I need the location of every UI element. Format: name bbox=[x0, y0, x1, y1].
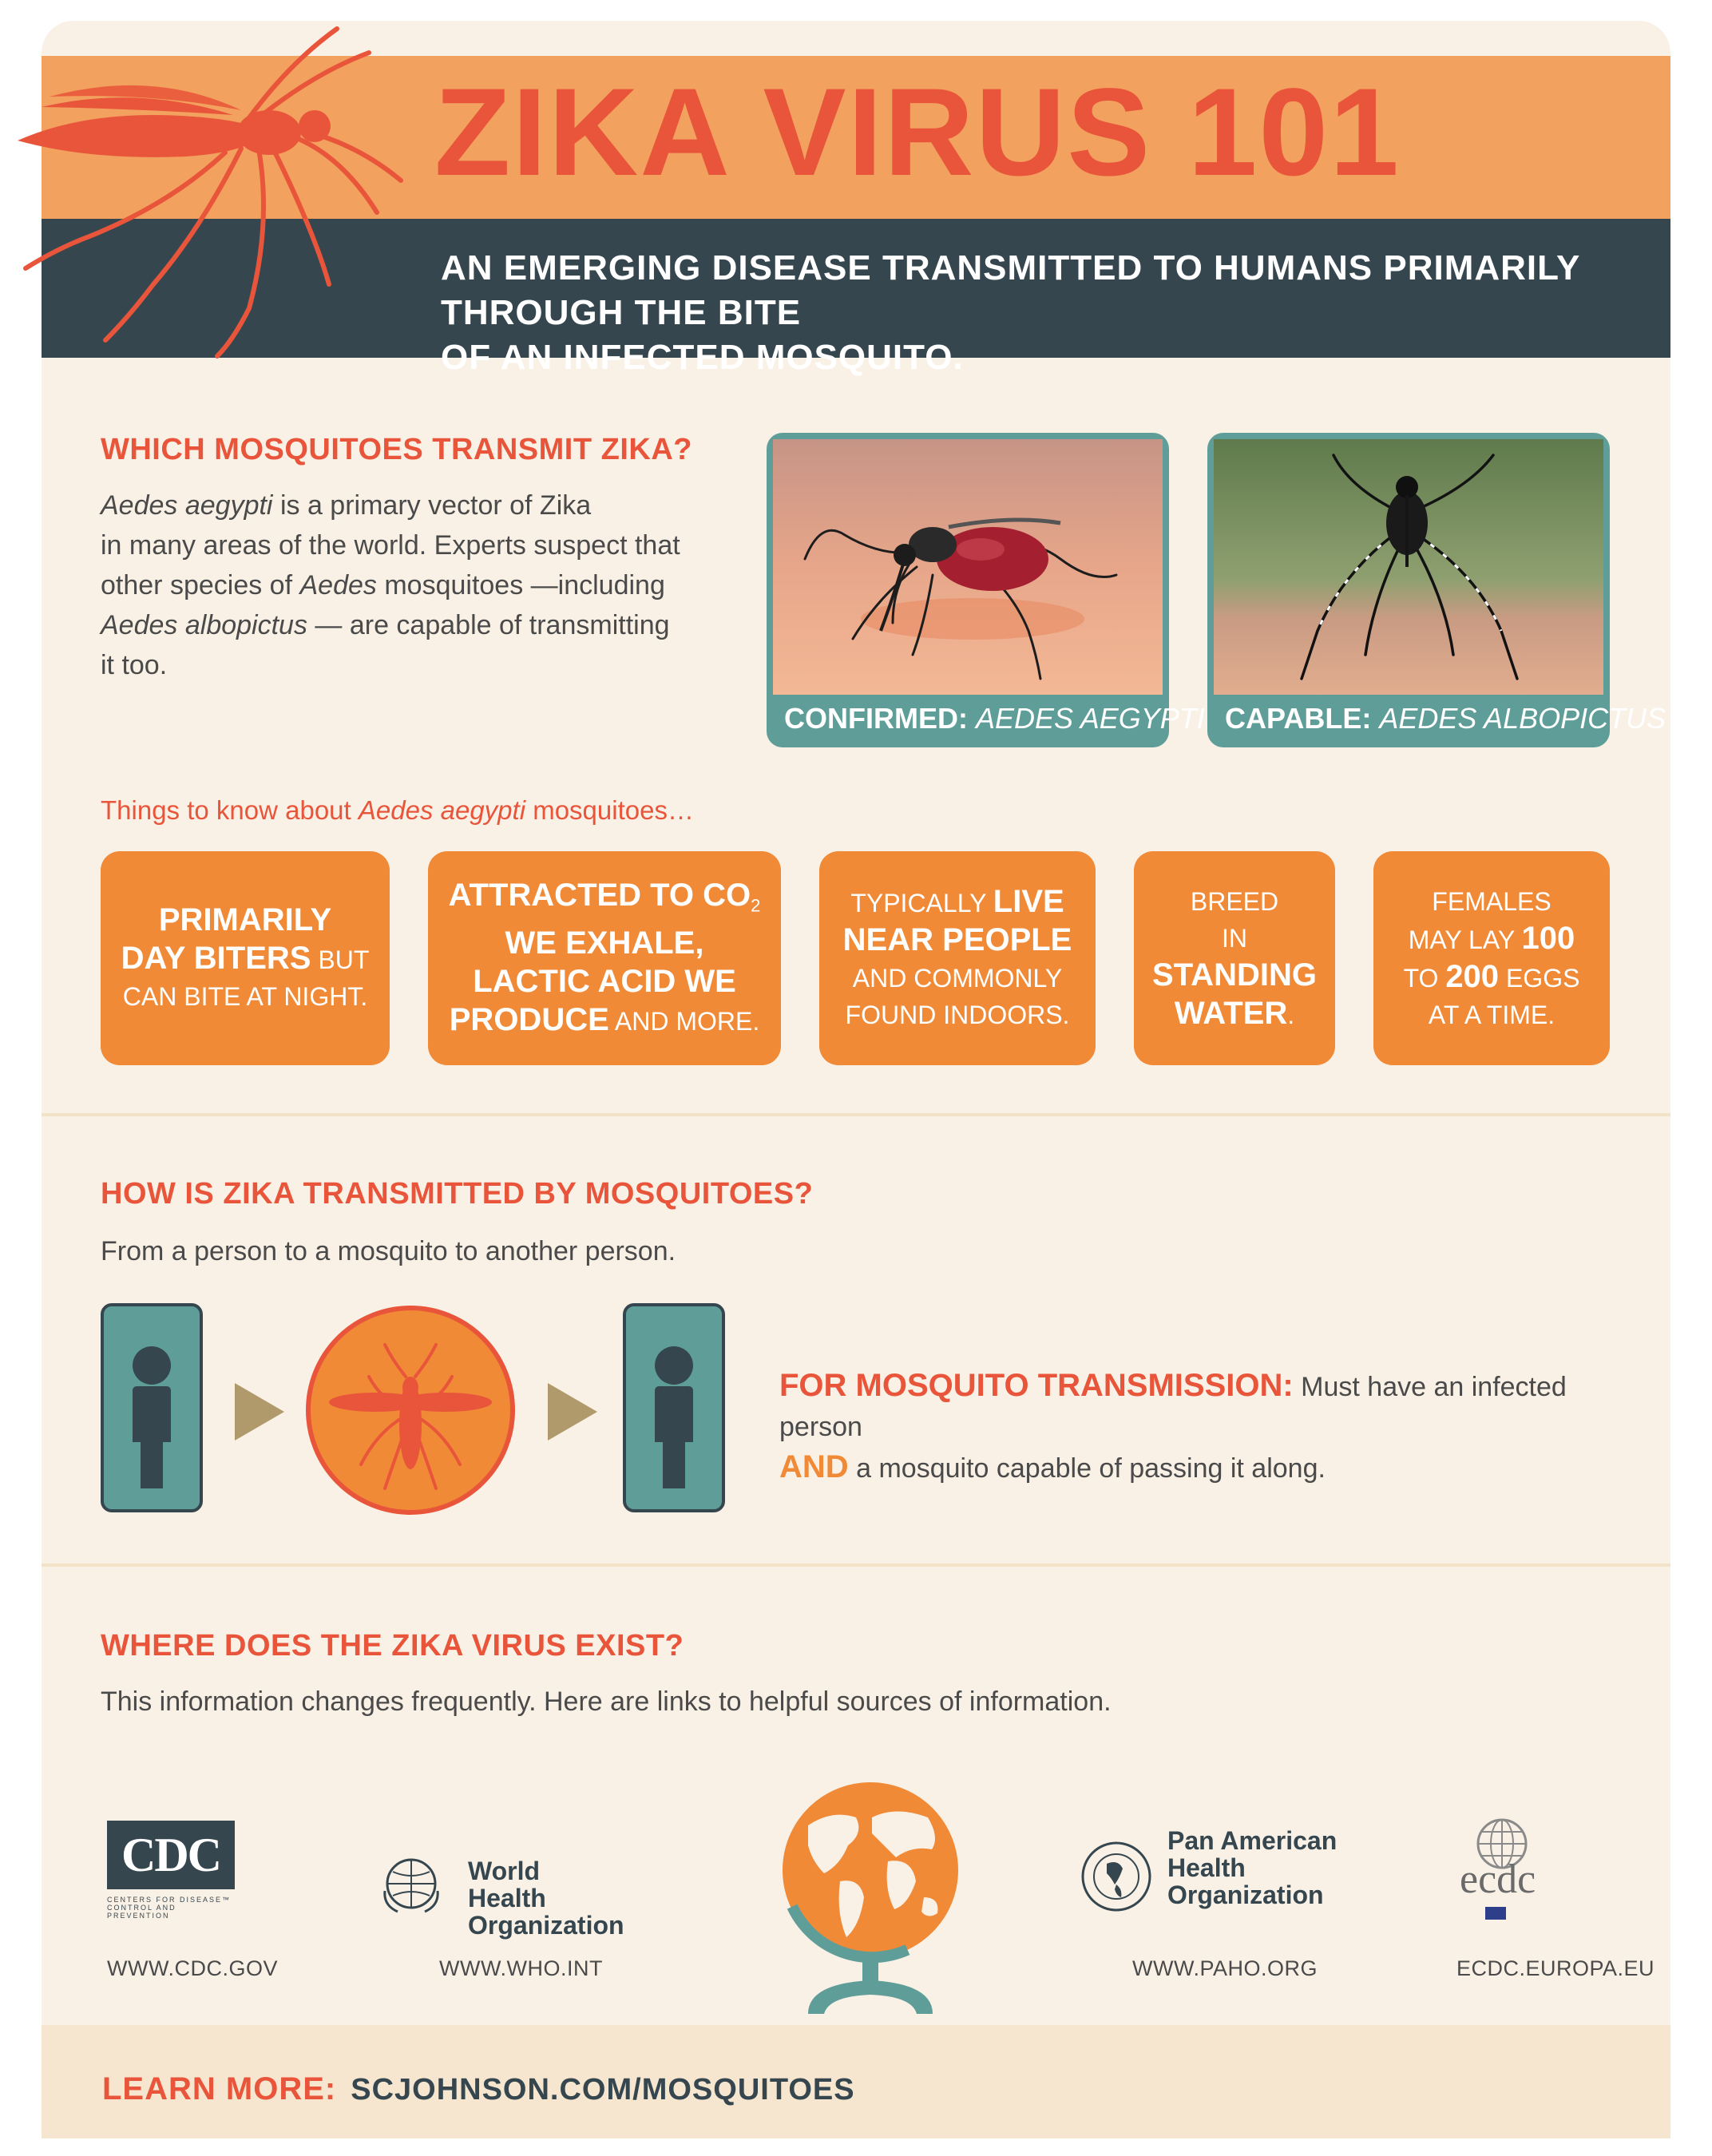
fact-text-bold: WE EXHALE, bbox=[505, 925, 704, 961]
fact-text-bold: ATTRACTED TO CO bbox=[448, 878, 751, 914]
fact-text: BREED bbox=[1190, 887, 1279, 916]
who-name-line: Organization bbox=[468, 1911, 624, 1940]
fact-text: FEMALES bbox=[1432, 887, 1552, 916]
text-span: other species of bbox=[101, 570, 300, 600]
arrow-right-icon bbox=[548, 1383, 597, 1441]
link-paho[interactable]: WWW.PAHO.ORG bbox=[1132, 1956, 1318, 1980]
mosquito-silhouette-icon bbox=[0, 21, 409, 356]
paho-emblem-icon bbox=[1080, 1840, 1153, 1913]
learn-more bbox=[102, 2071, 855, 2107]
fact-text-bold: LACTIC ACID WE bbox=[473, 963, 736, 999]
cdc-logo-subtext: CONTROL AND PREVENTION bbox=[107, 1904, 176, 1920]
section1-paragraph bbox=[101, 485, 739, 685]
species-name: Aedes aegypti bbox=[101, 490, 273, 521]
fact-box-standing-water bbox=[1134, 851, 1335, 1065]
highlight-label: FOR MOSQUITO TRANSMISSION: bbox=[779, 1368, 1294, 1403]
fact-text: FOUND INDOORS. bbox=[845, 1001, 1070, 1029]
fact-text: AT A TIME. bbox=[1428, 1001, 1555, 1029]
genus-name: Aedes bbox=[299, 570, 377, 600]
cdc-logo[interactable] bbox=[107, 1821, 235, 1920]
photo-card-aedes-aegypti bbox=[767, 433, 1205, 747]
section3-text: This information changes frequently. Here are links to helpful sources of information. bbox=[101, 1686, 1112, 1717]
text-span: Things to know about bbox=[101, 795, 359, 825]
fact-text: BUT bbox=[311, 945, 370, 974]
photo-card-aedes-albopictus bbox=[1207, 433, 1666, 747]
section-divider bbox=[42, 1113, 1670, 1116]
caption-label: CAPABLE: bbox=[1225, 702, 1372, 735]
cdc-logo-mark: CDC bbox=[107, 1821, 235, 1889]
paho-name-line: Health bbox=[1167, 1853, 1246, 1882]
arrow-right-icon bbox=[235, 1383, 284, 1441]
fact-text: AND COMMONLY bbox=[852, 964, 1063, 993]
fact-text: IN bbox=[1221, 924, 1247, 953]
fact-box-attracted-co2 bbox=[428, 851, 781, 1065]
link-ecdc[interactable]: ECDC.EUROPA.EU bbox=[1456, 1956, 1655, 1980]
section-divider bbox=[42, 1563, 1670, 1567]
section-heading-how-transmitted: HOW IS ZIKA TRANSMITTED BY MOSQUITOES? bbox=[101, 1177, 814, 1211]
mosquito-circle-icon bbox=[305, 1305, 516, 1516]
link-cdc[interactable]: WWW.CDC.GOV bbox=[107, 1956, 278, 1980]
text-line: in many areas of the world. Experts suspect that bbox=[101, 530, 680, 561]
ecdc-logo[interactable] bbox=[1460, 1817, 1587, 1921]
caption-species: AEDES ALBOPICTUS bbox=[1379, 702, 1666, 735]
fact-text-bold: PRIMARILY bbox=[158, 902, 332, 937]
transmission-requirement bbox=[779, 1365, 1642, 1488]
who-name-line: World Health bbox=[468, 1857, 546, 1912]
fact-text: EGGS bbox=[1499, 964, 1580, 993]
fact-box-day-biters bbox=[101, 851, 390, 1065]
fact-text: TO bbox=[1403, 964, 1446, 993]
subtitle-line: OF AN INFECTED MOSQUITO. bbox=[441, 338, 964, 377]
fact-text: AND MORE. bbox=[608, 1006, 760, 1036]
fact-text-bold: LIVE bbox=[993, 884, 1064, 919]
fact-text-bold: PRODUCE bbox=[449, 1001, 609, 1037]
link-who[interactable]: WWW.WHO.INT bbox=[439, 1956, 603, 1980]
fact-text: CAN BITE AT NIGHT. bbox=[122, 982, 368, 1011]
mosquito-photo-aegypti bbox=[773, 439, 1163, 695]
learn-more-label: LEARN MORE: bbox=[102, 2071, 337, 2106]
text-span: Must have an infected person bbox=[779, 1372, 1567, 1442]
highlight-and: AND bbox=[779, 1449, 849, 1484]
cdc-logo-subtext: CENTERS FOR DISEASE™ bbox=[107, 1896, 232, 1904]
section2-text: From a person to a mosquito to another person. bbox=[101, 1236, 676, 1266]
who-emblem-icon bbox=[380, 1853, 442, 1915]
subscript-2: 2 bbox=[751, 895, 761, 916]
paho-name-line: Organization bbox=[1167, 1881, 1324, 1909]
fact-text-bold: 200 bbox=[1445, 959, 1500, 994]
fact-text-bold: DAY BITERS bbox=[121, 941, 311, 976]
fact-text-bold: NEAR PEOPLE bbox=[842, 922, 1072, 957]
person-card-infected bbox=[101, 1303, 203, 1512]
person-card-next bbox=[623, 1303, 725, 1512]
page-subtitle bbox=[441, 246, 1639, 380]
text-span: mosquitoes —including bbox=[376, 570, 665, 600]
person-icon bbox=[626, 1306, 722, 1509]
fact-text-bold: WATER bbox=[1174, 996, 1288, 1031]
page-title: ZIKA VIRUS 101 bbox=[434, 63, 1401, 202]
text-span: is a primary vector of Zika bbox=[272, 490, 592, 521]
fact-text: . bbox=[1287, 1001, 1295, 1029]
species-name: Aedes aegypti bbox=[358, 795, 526, 825]
fact-box-eggs bbox=[1373, 851, 1610, 1065]
paho-name-line: Pan American bbox=[1167, 1826, 1338, 1855]
text-span: mosquitoes… bbox=[525, 795, 694, 825]
fact-text: MAY LAY bbox=[1408, 925, 1522, 954]
learn-more-link[interactable]: SCJOHNSON.COM/MOSQUITOES bbox=[351, 2073, 855, 2106]
subtitle-line: AN EMERGING DISEASE TRANSMITTED TO HUMANS PRIMARILY THROUGH THE BITE bbox=[441, 248, 1580, 332]
text-span: — are capable of transmitting bbox=[307, 610, 670, 640]
text-line: it too. bbox=[101, 650, 168, 680]
fact-text: TYPICALLY bbox=[850, 889, 993, 917]
photo-caption-confirmed bbox=[784, 696, 1205, 741]
fact-text-bold: STANDING bbox=[1152, 957, 1317, 993]
fact-box-live-near-people bbox=[819, 851, 1096, 1065]
fact-text-bold: 100 bbox=[1521, 921, 1575, 956]
section-heading-which-mosquitoes: WHICH MOSQUITOES TRANSMIT ZIKA? bbox=[101, 433, 692, 466]
ecdc-wordmark: ecdc bbox=[1460, 1857, 1536, 1902]
globe-icon bbox=[752, 1770, 984, 2020]
things-to-know-intro bbox=[101, 795, 694, 826]
paho-logo[interactable] bbox=[1080, 1827, 1351, 1923]
section-heading-where-exists: WHERE DOES THE ZIKA VIRUS EXIST? bbox=[101, 1629, 684, 1663]
infographic-poster bbox=[42, 21, 1670, 2138]
photo-caption-capable bbox=[1225, 696, 1666, 741]
eu-flag-icon bbox=[1485, 1907, 1506, 1920]
species-name: Aedes albopictus bbox=[101, 610, 307, 640]
who-logo[interactable] bbox=[380, 1853, 624, 1940]
mosquito-photo-albopictus bbox=[1214, 439, 1603, 695]
text-span: a mosquito capable of passing it along. bbox=[848, 1453, 1326, 1484]
caption-label: CONFIRMED: bbox=[784, 702, 968, 735]
caption-species: AEDES AEGYPTI bbox=[976, 702, 1205, 735]
person-icon bbox=[104, 1306, 200, 1509]
